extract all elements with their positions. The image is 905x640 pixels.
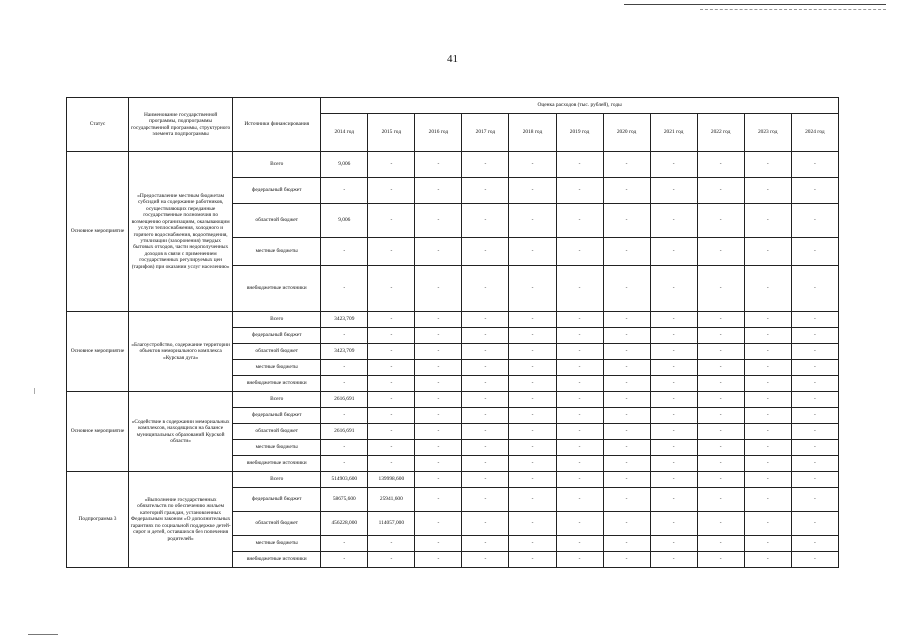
value-cell: -	[509, 238, 556, 266]
value-cell: -	[368, 408, 415, 424]
value-cell: -	[462, 328, 509, 344]
header-year: 2019 год	[556, 114, 603, 152]
value-cell: -	[462, 238, 509, 266]
value-cell: -	[556, 456, 603, 472]
header-expenses: Оценка расходов (тыс. рублей), годы	[321, 98, 839, 114]
value-cell: -	[650, 312, 697, 328]
margin-mark	[34, 388, 35, 394]
value-cell: -	[791, 536, 838, 552]
value-cell: -	[556, 440, 603, 456]
value-cell: -	[697, 424, 744, 440]
value-cell: -	[556, 472, 603, 488]
value-cell: -	[509, 472, 556, 488]
value-cell: -	[556, 408, 603, 424]
value-cell: -	[650, 238, 697, 266]
name-cell: «Предоставление местным бюджетам субсидий на содержание работников, осуществляющих переданные государственные полномочия по возмещению организациям, оказывающим услуги теплоснабжения, холодного и горячего водоснабжения, водоотведения, утилизации (захоронения) твердых бытовых отходов, части недополученных доходов в связи с применением государственных регулируемых цен (тарифов) при оказании услуг населению»	[129, 152, 233, 312]
value-cell: -	[368, 312, 415, 328]
value-cell: -	[509, 512, 556, 536]
value-cell: -	[556, 328, 603, 344]
table-row	[67, 472, 839, 488]
value-cell: -	[368, 360, 415, 376]
value-cell: -	[509, 360, 556, 376]
value-cell: -	[603, 238, 650, 266]
value-cell: -	[415, 472, 462, 488]
status-cell: Основное мероприятие	[67, 392, 129, 472]
value-cell: -	[650, 344, 697, 360]
value-cell: -	[791, 204, 838, 238]
value-cell: -	[368, 392, 415, 408]
source-cell: федеральный бюджет	[233, 408, 321, 424]
value-cell: -	[791, 238, 838, 266]
value-cell: -	[697, 238, 744, 266]
value-cell: -	[697, 344, 744, 360]
value-cell: -	[697, 204, 744, 238]
value-cell: -	[744, 440, 791, 456]
value-cell: -	[415, 266, 462, 312]
source-cell: Всего	[233, 472, 321, 488]
value-cell: 58675,600	[321, 488, 368, 512]
header-year: 2022 год	[697, 114, 744, 152]
value-cell: -	[509, 178, 556, 204]
bottom-mark	[28, 634, 58, 635]
value-cell: 456228,000	[321, 512, 368, 536]
value-cell: -	[744, 152, 791, 178]
header-year: 2017 год	[462, 114, 509, 152]
value-cell: -	[697, 376, 744, 392]
value-cell: -	[415, 536, 462, 552]
source-cell: областной бюджет	[233, 424, 321, 440]
value-cell: -	[603, 472, 650, 488]
value-cell: -	[321, 536, 368, 552]
value-cell: 3423,709	[321, 312, 368, 328]
value-cell: -	[791, 328, 838, 344]
value-cell: -	[650, 424, 697, 440]
value-cell: -	[462, 552, 509, 568]
value-cell: -	[791, 312, 838, 328]
value-cell: -	[415, 204, 462, 238]
value-cell: -	[321, 440, 368, 456]
value-cell: -	[415, 552, 462, 568]
value-cell: -	[791, 360, 838, 376]
value-cell: -	[556, 376, 603, 392]
table-row	[67, 152, 839, 178]
source-cell: областной бюджет	[233, 512, 321, 536]
value-cell: -	[415, 488, 462, 512]
value-cell: -	[697, 392, 744, 408]
header-year: 2018 год	[509, 114, 556, 152]
value-cell: -	[697, 512, 744, 536]
source-cell: внебюджетные источники	[233, 456, 321, 472]
value-cell: -	[462, 536, 509, 552]
value-cell: -	[556, 152, 603, 178]
value-cell: -	[744, 344, 791, 360]
header-year: 2014 год	[321, 114, 368, 152]
value-cell: -	[697, 408, 744, 424]
value-cell: -	[415, 512, 462, 536]
value-cell: -	[603, 204, 650, 238]
value-cell: 514903,600	[321, 472, 368, 488]
value-cell: -	[697, 536, 744, 552]
value-cell: -	[509, 552, 556, 568]
source-cell: Всего	[233, 392, 321, 408]
source-cell: местные бюджеты	[233, 536, 321, 552]
value-cell: -	[791, 424, 838, 440]
header-year: 2021 год	[650, 114, 697, 152]
value-cell: -	[744, 178, 791, 204]
value-cell: -	[556, 178, 603, 204]
status-cell: Подпрограмма 3	[67, 472, 129, 568]
source-cell: внебюджетные источники	[233, 266, 321, 312]
value-cell: -	[697, 360, 744, 376]
value-cell: -	[509, 328, 556, 344]
header-name: Наименование государственной программы, подпрограммы государственной программы, структурного элемента подпрограммы	[129, 98, 233, 152]
value-cell: -	[744, 312, 791, 328]
value-cell: -	[697, 488, 744, 512]
value-cell: -	[321, 360, 368, 376]
value-cell: -	[415, 392, 462, 408]
value-cell: -	[744, 238, 791, 266]
value-cell: -	[462, 266, 509, 312]
value-cell: -	[697, 440, 744, 456]
source-cell: внебюджетные источники	[233, 376, 321, 392]
name-cell: «Выполнение государственных обязательств по обеспечению жильем категорий граждан, установленных Федеральным законом «О дополнительных гарантиях по социальной поддержке детей-сирот и детей, оставшихся без попечения родителей»	[129, 472, 233, 568]
value-cell: -	[556, 536, 603, 552]
value-cell: -	[744, 408, 791, 424]
value-cell: -	[791, 152, 838, 178]
value-cell: -	[744, 552, 791, 568]
value-cell: -	[462, 440, 509, 456]
header-year: 2016 год	[415, 114, 462, 152]
value-cell: -	[603, 552, 650, 568]
value-cell: -	[744, 376, 791, 392]
value-cell: -	[556, 204, 603, 238]
value-cell: -	[415, 408, 462, 424]
value-cell: -	[415, 376, 462, 392]
value-cell: -	[321, 552, 368, 568]
value-cell: -	[556, 488, 603, 512]
value-cell: 2616,691	[321, 392, 368, 408]
header-year: 2020 год	[603, 114, 650, 152]
value-cell: 2616,691	[321, 424, 368, 440]
source-cell: Всего	[233, 312, 321, 328]
source-cell: областной бюджет	[233, 204, 321, 238]
value-cell: -	[650, 204, 697, 238]
source-cell: федеральный бюджет	[233, 488, 321, 512]
header-year: 2023 год	[744, 114, 791, 152]
value-cell: -	[650, 376, 697, 392]
value-cell: -	[650, 512, 697, 536]
value-cell: -	[791, 266, 838, 312]
value-cell: -	[415, 456, 462, 472]
name-cell: «Содействие в содержании мемориальных комплексов, находящихся на балансе муниципальных образований Курской области»	[129, 392, 233, 472]
value-cell: -	[697, 312, 744, 328]
value-cell: -	[415, 424, 462, 440]
value-cell: -	[650, 536, 697, 552]
status-cell: Основное мероприятие	[67, 312, 129, 392]
value-cell: -	[368, 536, 415, 552]
value-cell: -	[650, 440, 697, 456]
value-cell: -	[462, 456, 509, 472]
value-cell: 9,006	[321, 152, 368, 178]
value-cell: -	[603, 152, 650, 178]
value-cell: -	[556, 266, 603, 312]
top-rule-secondary	[700, 9, 886, 10]
value-cell: -	[556, 312, 603, 328]
value-cell: 25941,600	[368, 488, 415, 512]
value-cell: -	[744, 204, 791, 238]
value-cell: -	[650, 456, 697, 472]
value-cell: -	[462, 472, 509, 488]
value-cell: -	[415, 360, 462, 376]
value-cell: -	[791, 344, 838, 360]
value-cell: -	[368, 204, 415, 238]
table-row	[67, 312, 839, 328]
value-cell: -	[415, 328, 462, 344]
value-cell: -	[603, 424, 650, 440]
value-cell: -	[603, 512, 650, 536]
value-cell: -	[556, 238, 603, 266]
value-cell: -	[744, 266, 791, 312]
value-cell: -	[603, 488, 650, 512]
value-cell: -	[791, 408, 838, 424]
value-cell: -	[509, 266, 556, 312]
value-cell: -	[415, 312, 462, 328]
value-cell: -	[603, 360, 650, 376]
value-cell: -	[603, 536, 650, 552]
value-cell: -	[556, 424, 603, 440]
value-cell: -	[744, 328, 791, 344]
value-cell: -	[603, 456, 650, 472]
value-cell: -	[744, 512, 791, 536]
value-cell: -	[462, 488, 509, 512]
value-cell: -	[462, 360, 509, 376]
value-cell: -	[368, 440, 415, 456]
value-cell: -	[697, 178, 744, 204]
value-cell: -	[603, 266, 650, 312]
value-cell: -	[650, 552, 697, 568]
value-cell: -	[697, 472, 744, 488]
header-year: 2015 год	[368, 114, 415, 152]
value-cell: -	[744, 392, 791, 408]
value-cell: -	[744, 360, 791, 376]
value-cell: 9,006	[321, 204, 368, 238]
value-cell: -	[462, 408, 509, 424]
value-cell: -	[509, 376, 556, 392]
financing-table	[66, 97, 839, 568]
header-sources: Источники финансирования	[233, 98, 321, 152]
value-cell: -	[697, 456, 744, 472]
value-cell: -	[368, 178, 415, 204]
value-cell: -	[415, 152, 462, 178]
value-cell: -	[509, 456, 556, 472]
value-cell: -	[321, 408, 368, 424]
value-cell: -	[509, 440, 556, 456]
value-cell: -	[744, 488, 791, 512]
value-cell: -	[791, 178, 838, 204]
source-cell: местные бюджеты	[233, 360, 321, 376]
value-cell: -	[462, 344, 509, 360]
value-cell: -	[368, 456, 415, 472]
table-row	[67, 392, 839, 408]
value-cell: -	[509, 424, 556, 440]
value-cell: -	[509, 344, 556, 360]
value-cell: 3423,709	[321, 344, 368, 360]
value-cell: -	[321, 456, 368, 472]
value-cell: -	[697, 328, 744, 344]
value-cell: -	[462, 152, 509, 178]
value-cell: -	[650, 360, 697, 376]
value-cell: -	[415, 440, 462, 456]
value-cell: -	[603, 440, 650, 456]
value-cell: -	[744, 472, 791, 488]
value-cell: -	[509, 312, 556, 328]
value-cell: -	[509, 392, 556, 408]
value-cell: -	[697, 152, 744, 178]
value-cell: -	[321, 178, 368, 204]
value-cell: -	[556, 392, 603, 408]
value-cell: -	[603, 376, 650, 392]
value-cell: -	[603, 328, 650, 344]
value-cell: -	[650, 472, 697, 488]
value-cell: -	[697, 266, 744, 312]
value-cell: -	[509, 488, 556, 512]
value-cell: -	[462, 392, 509, 408]
value-cell: -	[556, 512, 603, 536]
value-cell: -	[744, 424, 791, 440]
value-cell: -	[556, 552, 603, 568]
value-cell: -	[603, 178, 650, 204]
value-cell: -	[368, 238, 415, 266]
name-cell: «Благоустройство, содержание территории объектов мемориального комплекса «Курская дуга»	[129, 312, 233, 392]
value-cell: -	[462, 512, 509, 536]
value-cell: -	[368, 552, 415, 568]
value-cell: -	[368, 344, 415, 360]
value-cell: -	[556, 344, 603, 360]
value-cell: -	[697, 552, 744, 568]
value-cell: -	[321, 266, 368, 312]
value-cell: -	[603, 392, 650, 408]
value-cell: -	[791, 488, 838, 512]
source-cell: федеральный бюджет	[233, 328, 321, 344]
value-cell: -	[791, 456, 838, 472]
status-cell: Основное мероприятие	[67, 152, 129, 312]
table-body	[67, 152, 839, 568]
value-cell: -	[791, 376, 838, 392]
value-cell: -	[321, 238, 368, 266]
value-cell: -	[791, 440, 838, 456]
value-cell: -	[791, 392, 838, 408]
value-cell: -	[462, 178, 509, 204]
value-cell: -	[603, 312, 650, 328]
value-cell: -	[415, 344, 462, 360]
value-cell: -	[509, 204, 556, 238]
table-header	[67, 98, 839, 152]
value-cell: -	[462, 424, 509, 440]
value-cell: -	[650, 392, 697, 408]
value-cell: -	[744, 456, 791, 472]
page-number: 41	[447, 53, 458, 65]
value-cell: -	[462, 204, 509, 238]
value-cell: -	[321, 376, 368, 392]
value-cell: 139998,600	[368, 472, 415, 488]
value-cell: -	[415, 178, 462, 204]
value-cell: -	[509, 152, 556, 178]
value-cell: -	[368, 152, 415, 178]
value-cell: -	[509, 536, 556, 552]
value-cell: -	[603, 344, 650, 360]
value-cell: -	[650, 178, 697, 204]
value-cell: -	[368, 424, 415, 440]
value-cell: -	[791, 472, 838, 488]
header-status: Статус	[67, 98, 129, 152]
value-cell: -	[368, 376, 415, 392]
value-cell: -	[744, 536, 791, 552]
value-cell: -	[462, 312, 509, 328]
top-rule	[624, 4, 886, 5]
source-cell: внебюджетные источники	[233, 552, 321, 568]
value-cell: -	[321, 328, 368, 344]
value-cell: -	[509, 408, 556, 424]
value-cell: -	[650, 328, 697, 344]
value-cell: -	[650, 266, 697, 312]
source-cell: местные бюджеты	[233, 238, 321, 266]
value-cell: -	[603, 408, 650, 424]
value-cell: -	[462, 376, 509, 392]
value-cell: -	[650, 152, 697, 178]
header-year: 2024 год	[791, 114, 838, 152]
source-cell: областной бюджет	[233, 344, 321, 360]
value-cell: -	[791, 552, 838, 568]
value-cell: -	[415, 238, 462, 266]
value-cell: -	[556, 360, 603, 376]
value-cell: -	[650, 408, 697, 424]
value-cell: 114057,000	[368, 512, 415, 536]
value-cell: -	[368, 266, 415, 312]
value-cell: -	[650, 488, 697, 512]
source-cell: Всего	[233, 152, 321, 178]
source-cell: федеральный бюджет	[233, 178, 321, 204]
source-cell: местные бюджеты	[233, 440, 321, 456]
value-cell: -	[791, 512, 838, 536]
value-cell: -	[368, 328, 415, 344]
